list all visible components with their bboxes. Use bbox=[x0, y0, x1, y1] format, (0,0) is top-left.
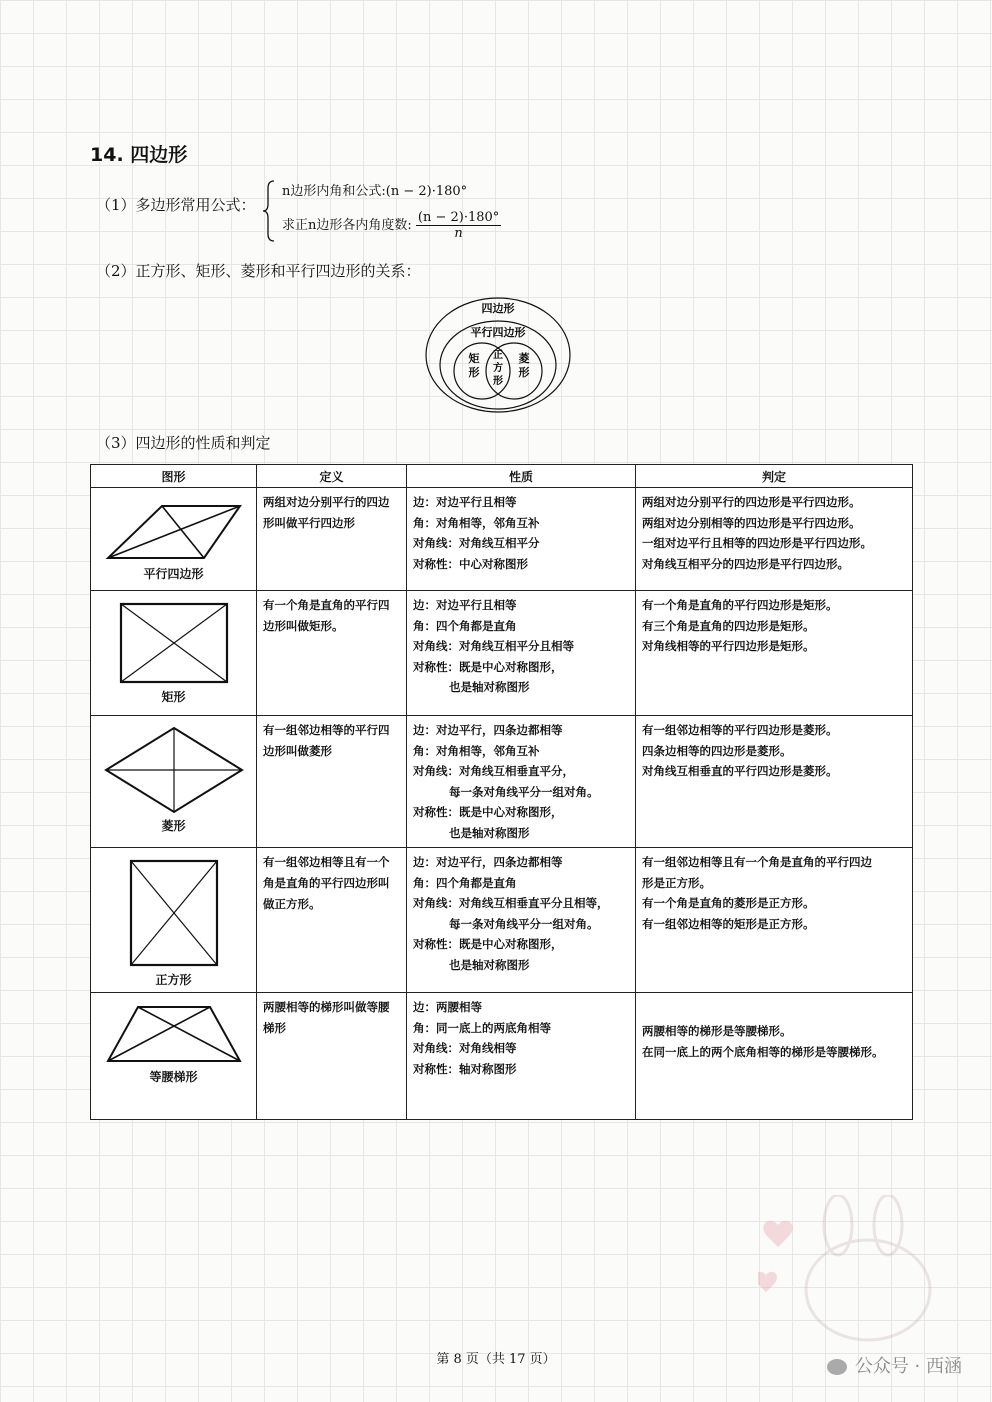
property-line: 对角线：对角线相等 bbox=[413, 1041, 517, 1055]
judgment-cell bbox=[636, 591, 913, 716]
properties-cell bbox=[407, 993, 636, 1120]
property-line: 边：对边平行，四条边都相等 bbox=[413, 723, 563, 737]
wechat-icon bbox=[827, 1359, 847, 1375]
judgment-cell bbox=[636, 993, 913, 1120]
square-figure bbox=[128, 858, 220, 968]
venn-middle-label: 平行四边形 bbox=[470, 326, 526, 339]
property-line: 角：四个角都是直角 bbox=[413, 618, 517, 633]
judgment-line: 一组对边平行且相等的四边形是平行四边形。 bbox=[642, 536, 872, 550]
judgment-line: 有一组邻边相等且有一个角是直角的平行四边 bbox=[642, 855, 872, 869]
property-line: 对角线：对角线互相垂直平分， bbox=[413, 764, 574, 778]
table-row bbox=[91, 591, 913, 716]
property-line: 对角线：对角线互相平分且相等 bbox=[413, 639, 574, 653]
judgment-line: 两腰相等的梯形是等腰梯形。 bbox=[642, 1024, 792, 1038]
property-line: 对称性：既是中心对称图形， bbox=[413, 937, 563, 951]
relation-heading: （2）正方形、矩形、菱形和平行四边形的关系： bbox=[96, 262, 421, 280]
properties-cell bbox=[407, 848, 636, 993]
property-line: 对称性：既是中心对称图形， bbox=[413, 659, 563, 674]
property-line: 边：对边平行且相等 bbox=[413, 598, 517, 612]
venn-center-char-2: 方 bbox=[493, 363, 503, 374]
property-line: 对角线：对角线互相平分 bbox=[413, 536, 540, 550]
definition-cell bbox=[257, 488, 407, 591]
table-row bbox=[91, 716, 913, 848]
definition-cell bbox=[257, 716, 407, 848]
properties-cell bbox=[407, 591, 636, 716]
venn-right-char-1: 菱 bbox=[518, 352, 530, 365]
definition-cell bbox=[257, 993, 407, 1120]
property-line: 对称性：中心对称图形 bbox=[413, 556, 528, 571]
property-line: 边：两腰相等 bbox=[413, 1000, 482, 1014]
venn-outer-label: 四边形 bbox=[481, 302, 515, 315]
figure-caption: 正方形 bbox=[155, 973, 192, 987]
property-line: 也是轴对称图形 bbox=[413, 825, 530, 840]
formula-interior bbox=[282, 180, 467, 199]
judgment-line: 形是正方形。 bbox=[642, 875, 711, 890]
table-row bbox=[91, 488, 913, 591]
rectangle-figure bbox=[118, 601, 230, 685]
property-line: 每一条对角线平分一组对角。 bbox=[413, 784, 599, 799]
property-line: 每一条对角线平分一组对角。 bbox=[413, 916, 599, 931]
bunny-sticker-icon bbox=[758, 1195, 958, 1345]
figure-caption: 矩形 bbox=[161, 690, 186, 704]
judgment-line: 对角线互相垂直的平行四边形是菱形。 bbox=[642, 764, 838, 778]
fraction-numerator: (n − 2)·180° bbox=[417, 210, 500, 225]
judgment-line: 有一个角是直角的平行四边形是矩形。 bbox=[642, 598, 838, 612]
venn-left-char-1: 矩 bbox=[468, 352, 480, 365]
property-line: 对称性：既是中心对称图形， bbox=[413, 805, 563, 819]
formula-interior-expr: (n − 2)·180° bbox=[385, 184, 468, 199]
judgment-cell bbox=[636, 488, 913, 591]
watermark bbox=[827, 1352, 962, 1378]
table-row bbox=[91, 848, 913, 993]
judgment-line: 有一组邻边相等的矩形是正方形。 bbox=[642, 916, 815, 931]
definition-text: 两腰相等的梯形叫做等腰梯形 bbox=[263, 1000, 390, 1035]
definition-text: 有一个角是直角的平行四边形叫做矩形。 bbox=[263, 598, 390, 633]
properties-cell bbox=[407, 716, 636, 848]
judgment-cell bbox=[636, 848, 913, 993]
judgment-line: 两组对边分别平行的四边形是平行四边形。 bbox=[642, 495, 861, 509]
definition-text: 有一组邻边相等的平行四边形叫做菱形 bbox=[263, 723, 390, 758]
formula-each bbox=[282, 210, 501, 241]
property-line: 角：同一底上的两底角相等 bbox=[413, 1020, 551, 1035]
figure-caption: 菱形 bbox=[161, 819, 186, 833]
header-definition: 定义 bbox=[257, 465, 407, 488]
section-title: 14. 四边形 bbox=[90, 144, 188, 166]
venn-diagram bbox=[424, 296, 572, 414]
header-figure: 图形 bbox=[91, 465, 257, 488]
figure-cell bbox=[91, 848, 257, 993]
page-footer: 第 8 页（共 17 页） bbox=[436, 1352, 556, 1367]
judgment-line: 有一个角是直角的菱形是正方形。 bbox=[642, 896, 815, 910]
figure-cell bbox=[91, 591, 257, 716]
definition-cell bbox=[257, 848, 407, 993]
property-line: 边：对边平行且相等 bbox=[413, 495, 517, 509]
property-line: 角：对角相等，邻角互补 bbox=[413, 515, 540, 530]
judgment-line: 四条边相等的四边形是菱形。 bbox=[642, 743, 792, 758]
definition-text: 有一组邻边相等且有一个角是直角的平行四边形叫做正方形。 bbox=[263, 855, 390, 911]
definition-cell bbox=[257, 591, 407, 716]
judgment-cell bbox=[636, 716, 913, 848]
judgment-line: 有三个角是直角的四边形是矩形。 bbox=[642, 618, 815, 633]
header-properties: 性质 bbox=[407, 465, 636, 488]
figure-caption: 平行四边形 bbox=[143, 567, 204, 581]
judgment-line: 在同一底上的两个底角相等的梯形是等腰梯形。 bbox=[642, 1044, 884, 1059]
definition-text: 两组对边分别平行的四边形叫做平行四边形 bbox=[263, 495, 390, 530]
judgment-line: 对角线相等的平行四边形是矩形。 bbox=[642, 639, 815, 653]
formula-each-label: 求正n边形各内角度数: bbox=[282, 218, 412, 233]
venn-left-char-2: 形 bbox=[468, 366, 480, 379]
properties-cell bbox=[407, 488, 636, 591]
property-line: 对称性：轴对称图形 bbox=[413, 1061, 517, 1076]
venn-center-char-1: 正 bbox=[493, 350, 503, 361]
property-line: 也是轴对称图形 bbox=[413, 957, 530, 972]
fraction bbox=[416, 210, 501, 241]
parallelogram-figure bbox=[104, 498, 244, 562]
figure-cell bbox=[91, 993, 257, 1120]
property-line: 边：对边平行，四条边都相等 bbox=[413, 855, 563, 869]
property-line: 角：四个角都是直角 bbox=[413, 875, 517, 890]
figure-caption: 等腰梯形 bbox=[149, 1070, 198, 1084]
formula-intro: （1）多边形常用公式： bbox=[96, 196, 256, 214]
watermark-text: 公众号 · 西涵 bbox=[854, 1356, 962, 1377]
table-row bbox=[91, 993, 913, 1120]
venn-right-char-2: 形 bbox=[518, 366, 530, 379]
venn-center-char-3: 形 bbox=[493, 376, 503, 387]
property-line: 对角线：对角线互相垂直平分且相等， bbox=[413, 896, 609, 910]
judgment-line: 有一组邻边相等的平行四边形是菱形。 bbox=[642, 723, 838, 737]
figure-cell bbox=[91, 488, 257, 591]
brace-icon bbox=[262, 180, 276, 242]
quadrilateral-table bbox=[90, 464, 913, 1120]
property-line: 也是轴对称图形 bbox=[413, 680, 530, 694]
table-heading: （3）四边形的性质和判定 bbox=[96, 434, 271, 452]
isosceles-trapezoid-figure bbox=[104, 1003, 244, 1065]
formula-interior-label: n边形内角和公式: bbox=[282, 184, 386, 199]
figure-cell bbox=[91, 716, 257, 848]
judgment-line: 两组对边分别相等的四边形是平行四边形。 bbox=[642, 515, 861, 530]
judgment-line: 对角线互相平分的四边形是平行四边形。 bbox=[642, 556, 849, 571]
header-judgment: 判定 bbox=[636, 465, 913, 488]
fraction-denominator: n bbox=[454, 226, 463, 241]
property-line: 角：对角相等，邻角互补 bbox=[413, 743, 540, 758]
rhombus-figure bbox=[104, 726, 244, 814]
table-header-row bbox=[91, 465, 913, 488]
